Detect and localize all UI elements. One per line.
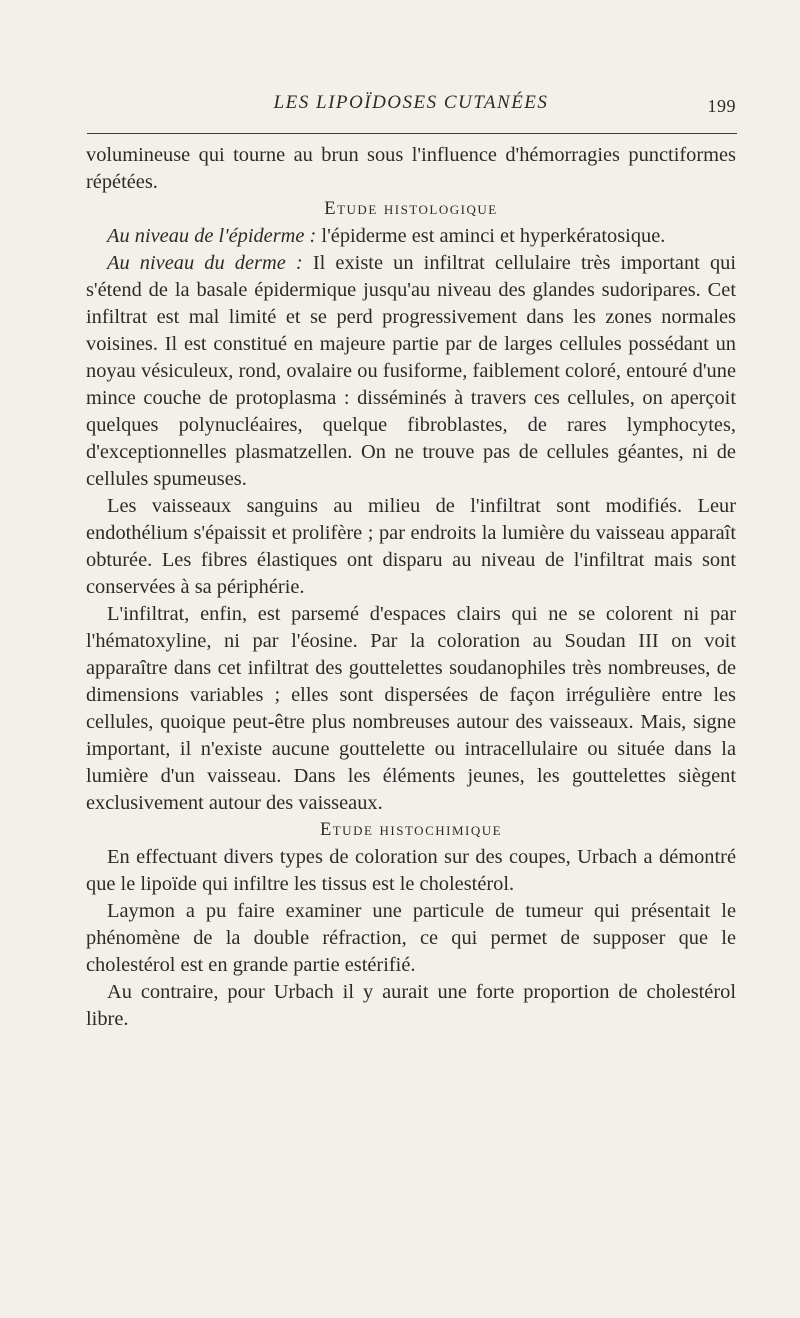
paragraph-derme bbox=[86, 250, 736, 493]
paragraph-intro: volumineuse qui tourne au brun sous l'influence d'hémorragies punctiformes répétées. bbox=[86, 144, 736, 193]
header-rule bbox=[87, 133, 737, 134]
derme-label: Au niveau du derme : bbox=[107, 252, 303, 274]
running-title: LES LIPOÏDOSES CUTANÉES bbox=[273, 92, 549, 113]
body-text bbox=[86, 142, 736, 1033]
running-head bbox=[86, 92, 736, 126]
page-number: 199 bbox=[707, 96, 736, 116]
derme-text: Il existe un infiltrat cellulaire très important qui s'étend de la basale épidermique jusqu'au niveau des glandes sudoripares. Cet infiltrat est mal limité et se perd progressivement dans les zones normales voisines. Il est constitué en majeure partie par de larges cellules possédant un noyau vésiculeux, rond, ovalaire ou fusiforme, faiblement coloré, entouré d'une mince couche de protoplasma : disséminés à travers ces cellules, on aperçoit quelques polynucléaires, quelque fibroblastes, de rares lymphocytes, d'exceptionnelles plasmatzellen. On ne trouve pas de cellules géantes, ni de cellules spumeuses. bbox=[86, 252, 737, 490]
paragraph-epiderme bbox=[86, 223, 736, 250]
paragraph-infiltrat: L'infiltrat, enfin, est parsemé d'espaces clairs qui ne se colorent ni par l'hématoxyline, ni par l'éosine. Par la coloration au Soudan III on voit apparaître dans cet infiltrat des gouttelettes soudanophiles très nombreuses, de dimensions variables ; elles sont dispersées de façon irrégulière entre les cellules, quoique peut-être plus nombreuses autour des vaisseaux. Mais, signe important, il n'existe aucune gouttelette ou intracellulaire ou située dans la lumière d'un vaisseau. Dans les éléments jeunes, les gouttelettes siègent exclusivement autour des vaisseaux. bbox=[86, 603, 736, 814]
section-heading-histochimique: Etude histochimique bbox=[319, 820, 503, 840]
epiderme-text: l'épiderme est aminci et hyperkératosique. bbox=[316, 225, 666, 247]
epiderme-label: Au niveau de l'épiderme : bbox=[107, 225, 317, 247]
paragraph-vaisseaux: Les vaisseaux sanguins au milieu de l'infiltrat sont modifiés. Leur endothélium s'épaissit et prolifère ; par endroits la lumière du vaisseau apparaît obturée. Les fibres élastiques ont disparu au niveau de l'infiltrat mais sont conservées à sa périphérie. bbox=[86, 495, 736, 598]
paragraph-contraire: Au contraire, pour Urbach il y aurait une forte proportion de cholestérol libre. bbox=[86, 981, 736, 1030]
paragraph-urbach: En effectuant divers types de coloration sur des coupes, Urbach a démontré que le lipoïde qui infiltre les tissus est le cholestérol. bbox=[86, 846, 736, 895]
section-heading-histologique: Etude histologique bbox=[324, 199, 498, 219]
paragraph-laymon: Laymon a pu faire examiner une particule de tumeur qui présentait le phénomène de la double réfraction, ce qui permet de supposer que le cholestérol est en grande partie estérifié. bbox=[86, 900, 736, 976]
